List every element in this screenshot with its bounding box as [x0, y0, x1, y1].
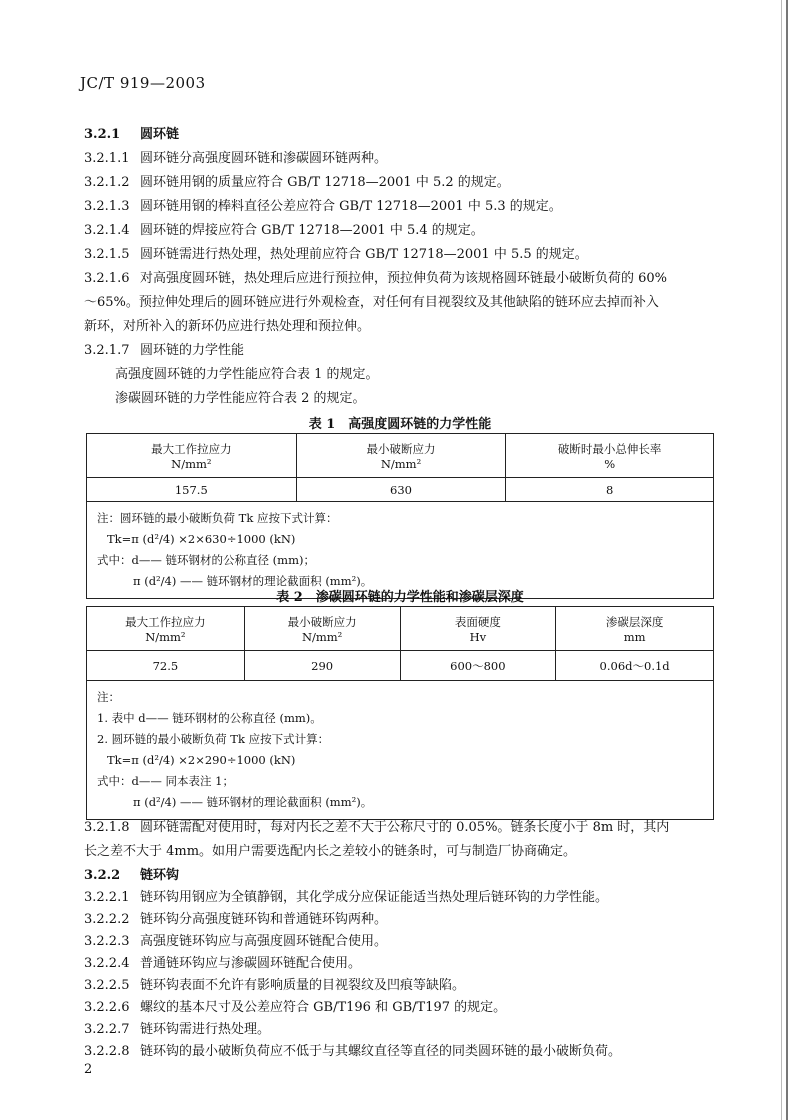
- clause: [84, 996, 506, 1015]
- table-row: [87, 651, 714, 681]
- clause: [84, 147, 387, 166]
- clause-text: 链环钩用钢应为全镇静钢，其化学成分应保证能适当热处理后链环钩的力学性能。: [140, 890, 609, 905]
- clause-number: 3.2.1.4: [84, 223, 130, 238]
- clause: [84, 886, 608, 905]
- clause-number: 3.2.1.7: [84, 343, 130, 358]
- clause-number: 3.2.2.3: [84, 934, 130, 949]
- formula-line: Tk=π (d²/4) ×2×630÷1000 (kN): [107, 532, 296, 546]
- clause-3216-line1: [84, 267, 667, 286]
- standard-code: JC/T 919—2003: [80, 74, 206, 92]
- note-line: 式中：d—— 链环钢材的公称直径 (mm)；: [97, 553, 315, 567]
- table1: [86, 433, 714, 599]
- table-header-cell: [556, 607, 714, 651]
- clause-3218-line1: [84, 816, 669, 835]
- scan-edge: [786, 0, 788, 1120]
- table-cell: 157.5: [87, 478, 297, 502]
- formula-line: Tk=π (d²/4) ×2×290÷1000 (kN): [107, 753, 296, 767]
- note-line: π (d²/4) —— 链环钢材的理论截面积 (mm²)。: [133, 574, 373, 588]
- clause-3218-line2: 长之差不大于 4mm。如用户需要选配内长之差较小的链条时，可与制造厂协商确定。: [84, 844, 577, 859]
- note-line: 2. 圆环链的最小破断负荷 Tk 应按下式计算：: [97, 732, 330, 746]
- clause-text: 圆环链需配对使用时，每对内长之差不大于公称尺寸的 0.05%。链条长度小于 8m 时，其内: [140, 820, 670, 835]
- clause-text: 链环钩分高强度链环钩和普通链环钩两种。: [140, 912, 388, 927]
- header-name: 渗碳层深度: [605, 614, 664, 629]
- clause-heading: [84, 123, 179, 142]
- table-header-row: [87, 607, 714, 651]
- table-header-cell: [400, 607, 556, 651]
- header-unit: %: [604, 456, 616, 471]
- table-header-cell: [87, 607, 245, 651]
- clause-text: 圆环链的力学性能: [140, 343, 245, 358]
- clause-text: 高强度链环钩应与高强度圆环链配合使用。: [140, 934, 388, 949]
- note-line: 注：圆环链的最小破断负荷 Tk 应按下式计算：: [97, 511, 338, 525]
- header-name: 最大工作拉应力: [151, 441, 232, 456]
- table2: [86, 606, 714, 820]
- clause-text: 链环钩: [140, 868, 180, 883]
- clause-text: 圆环链的焊接应符合 GB/T 12718—2001 中 5.4 的规定。: [140, 223, 484, 238]
- header-unit: mm: [623, 629, 646, 644]
- clause: [84, 171, 510, 190]
- table-header-cell: [87, 434, 297, 478]
- table-header-cell: [506, 434, 714, 478]
- table2-caption: 表 2 渗碳圆环链的力学性能和渗碳层深度: [276, 590, 524, 605]
- table-cell: 600～800: [400, 651, 556, 681]
- clause-number: 3.2.2.8: [84, 1044, 130, 1059]
- clause-text: 链环钩的最小破断负荷应不低于与其螺纹直径等直径的同类圆环链的最小破断负荷。: [140, 1044, 622, 1059]
- clause-number: 3.2.1.5: [84, 247, 130, 262]
- header-unit: N/mm²: [145, 629, 186, 644]
- table-row: [87, 478, 714, 502]
- note-line: 1. 表中 d—— 链环钢材的公称直径 (mm)。: [97, 711, 322, 725]
- clause-text: 圆环链需进行热处理，热处理前应符合 GB/T 12718—2001 中 5.5 的规定。: [140, 247, 588, 262]
- scan-edge-inner: [781, 0, 782, 1120]
- note-line: 注：: [97, 690, 120, 704]
- header-name: 最大工作拉应力: [125, 614, 206, 629]
- paragraph: 渗碳圆环链的力学性能应符合表 2 的规定。: [115, 391, 366, 406]
- clause: [84, 974, 465, 993]
- table-cell: 0.06d～0.1d: [556, 651, 714, 681]
- clause-number: 3.2.2.6: [84, 1000, 130, 1015]
- clause-text: 链环钩需进行热处理。: [140, 1022, 271, 1037]
- clause-number: 3.2.2.1: [84, 890, 130, 905]
- clause-heading: [84, 864, 179, 883]
- clause-number: 3.2.1.6: [84, 271, 130, 286]
- header-name: 破断时最小总伸长率: [557, 441, 662, 456]
- clause-number: 3.2.2.7: [84, 1022, 130, 1037]
- clause: [84, 339, 244, 358]
- clause-number: 3.2.2: [84, 868, 121, 883]
- clause-text: 链环钩表面不允许有影响质量的目视裂纹及凹痕等缺陷。: [140, 978, 466, 993]
- clause: [84, 219, 484, 238]
- clause-text: 圆环链分高强度圆环链和渗碳圆环链两种。: [140, 151, 388, 166]
- table-note-row: [87, 502, 714, 599]
- table1-caption: 表 1 高强度圆环链的力学性能: [308, 417, 492, 432]
- clause-number: 3.2.1.2: [84, 175, 130, 190]
- clause-number: 3.2.2.2: [84, 912, 130, 927]
- clause-number: 3.2.2.5: [84, 978, 130, 993]
- clause-text: 圆环链: [140, 127, 180, 142]
- clause-number: 3.2.1: [84, 127, 121, 142]
- note-line: 式中：d—— 同本表注 1；: [97, 774, 234, 788]
- clause-3216-line2: ～65%。预拉伸处理后的圆环链应进行外观检查，对任何有目视裂纹及其他缺陷的链环应去掉而补入: [84, 295, 659, 310]
- header-unit: N/mm²: [171, 456, 212, 471]
- clause-number: 3.2.1.3: [84, 199, 130, 214]
- clause: [84, 930, 387, 949]
- table-header-cell: [244, 607, 400, 651]
- paragraph: 高强度圆环链的力学性能应符合表 1 的规定。: [115, 367, 379, 382]
- clause-number: 3.2.1.1: [84, 151, 130, 166]
- clause: [84, 908, 387, 927]
- clause-number: 3.2.2.4: [84, 956, 130, 971]
- header-unit: Hv: [469, 629, 487, 644]
- clause-3216-line3: 新环，对所补入的新环仍应进行热处理和预拉伸。: [84, 319, 371, 334]
- table-header-row: [87, 434, 714, 478]
- clause-text: 螺纹的基本尺寸及公差应符合 GB/T196 和 GB/T197 的规定。: [140, 1000, 507, 1015]
- clause: [84, 1040, 621, 1059]
- clause-text: 普通链环钩应与渗碳圆环链配合使用。: [140, 956, 362, 971]
- clause: [84, 195, 562, 214]
- header-unit: N/mm²: [301, 629, 343, 644]
- header-name: 最小破断应力: [287, 614, 357, 629]
- table-cell: 8: [506, 478, 714, 502]
- table-cell: 72.5: [87, 651, 245, 681]
- note-line: π (d²/4) —— 链环钢材的理论截面积 (mm²)。: [133, 795, 373, 809]
- header-name: 表面硬度: [454, 614, 501, 629]
- clause-text: 对高强度圆环链，热处理后应进行预拉伸，预拉伸负荷为该规格圆环链最小破断负荷的 60%: [140, 271, 668, 286]
- table-note-row: [87, 681, 714, 820]
- clause: [84, 1018, 270, 1037]
- table-note: [87, 502, 714, 599]
- page-number: 2: [84, 1062, 93, 1077]
- table-note: [87, 681, 714, 820]
- clause: [84, 952, 361, 971]
- clause-text: 圆环链用钢的质量应符合 GB/T 12718—2001 中 5.2 的规定。: [140, 175, 510, 190]
- table-cell: 290: [244, 651, 400, 681]
- clause-number: 3.2.1.8: [84, 820, 130, 835]
- header-name: 最小破断应力: [366, 441, 436, 456]
- clause: [84, 243, 588, 262]
- table-cell: 630: [296, 478, 506, 502]
- table-header-cell: [296, 434, 506, 478]
- header-unit: N/mm²: [380, 456, 422, 471]
- clause-text: 圆环链用钢的棒料直径公差应符合 GB/T 12718—2001 中 5.3 的规定。: [140, 199, 562, 214]
